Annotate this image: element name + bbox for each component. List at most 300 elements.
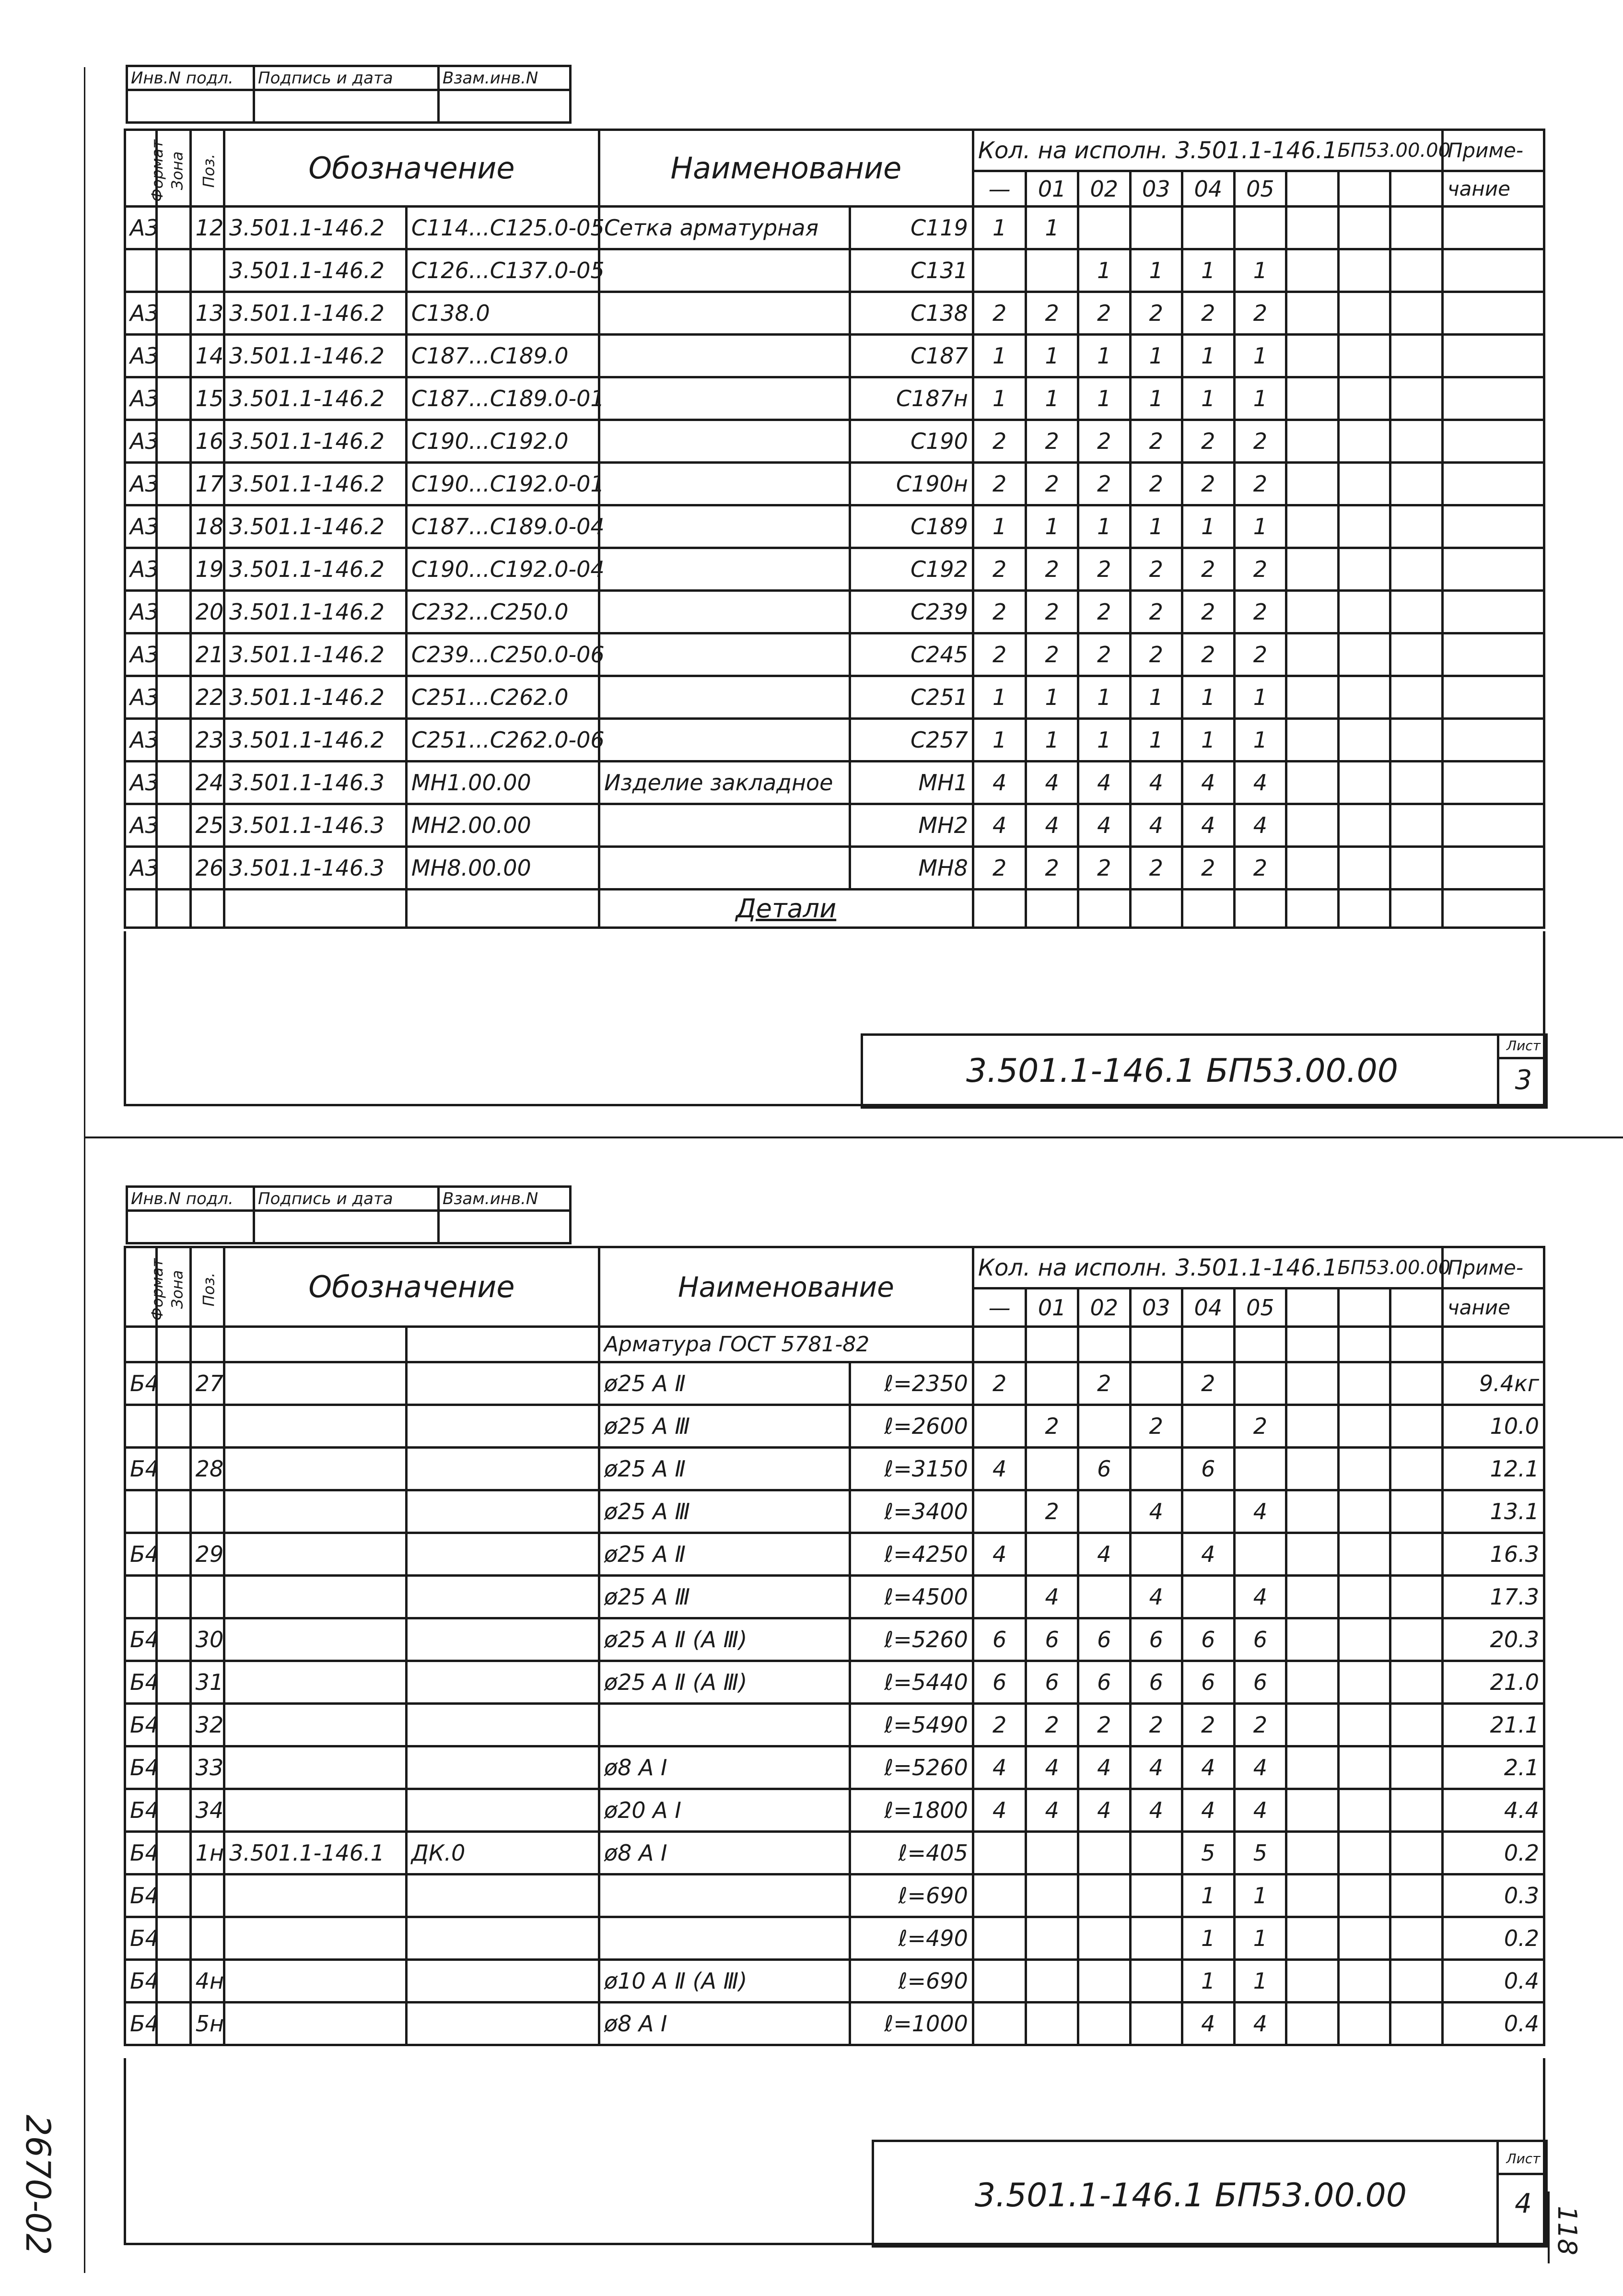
quantity-cell: 6: [1182, 1661, 1235, 1704]
title-block-sheet-2: [872, 2140, 1548, 2248]
quantity-cell: 4: [1130, 804, 1182, 847]
format-cell: А3: [125, 719, 157, 761]
header-variant: 03: [1130, 171, 1182, 207]
name-cell: [599, 591, 850, 633]
header-format: Формат: [148, 139, 166, 202]
note-cell: [1442, 761, 1544, 804]
header-note-top: Приме-: [1442, 130, 1544, 171]
quantity-cell: 4: [1078, 1746, 1130, 1789]
designation-code-cell: [406, 1874, 599, 1917]
empty-cell: [1286, 847, 1339, 890]
table-row: [125, 1960, 1544, 2003]
format-cell: А3: [125, 420, 157, 463]
quantity-cell: [1130, 1533, 1182, 1576]
table-row: [125, 1327, 1544, 1362]
note-cell: [1442, 420, 1544, 463]
position-cell: [190, 1874, 224, 1917]
quantity-cell: 1: [1182, 377, 1235, 420]
zone-cell: [157, 1405, 190, 1448]
designation-cell: [224, 1576, 407, 1618]
length-cell: ℓ=5490: [850, 1704, 973, 1746]
empty-cell: [1390, 463, 1443, 505]
length-cell: ℓ=690: [850, 1874, 973, 1917]
spec-table-sheet-2: [124, 1246, 1545, 2046]
quantity-cell: 6: [1234, 1661, 1286, 1704]
quantity-cell: 1: [1234, 1917, 1286, 1960]
header-variant: —: [973, 171, 1026, 207]
quantity-cell: 2: [1078, 591, 1130, 633]
format-cell: А3: [125, 676, 157, 719]
zone-cell: [157, 847, 190, 890]
quantity-cell: 1: [1182, 249, 1235, 292]
table-row: [125, 1704, 1544, 1746]
header-qty-code: БП53.00.00: [1337, 1256, 1451, 1279]
empty-cell: [1338, 1362, 1390, 1405]
header-note-top: Приме-: [1442, 1247, 1544, 1289]
quantity-cell: [1234, 1533, 1286, 1576]
quantity-cell: 4: [1026, 1746, 1078, 1789]
position-cell: 21: [190, 633, 224, 676]
designation-cell: [224, 1960, 407, 2003]
table-row: [125, 1661, 1544, 1704]
header-qty-code: БП53.00.00: [1337, 139, 1451, 162]
length-cell: ℓ=5260: [850, 1746, 973, 1789]
designation-cell: 3.501.1-146.2: [224, 548, 407, 591]
quantity-cell: 1: [973, 335, 1026, 377]
header-variant: 03: [1130, 1289, 1182, 1327]
position-cell: [190, 1917, 224, 1960]
format-cell: А3: [125, 335, 157, 377]
designation-code-cell: [406, 1917, 599, 1960]
table-row: [125, 1618, 1544, 1661]
empty-cell: [1390, 548, 1443, 591]
empty-cell: [1286, 1448, 1339, 1490]
quantity-cell: 1: [1234, 719, 1286, 761]
sheet-label: Лист: [1506, 1038, 1541, 1054]
table-row: [125, 420, 1544, 463]
empty-cell: [1286, 1362, 1339, 1405]
empty-cell: [1286, 676, 1339, 719]
quantity-cell: 2: [1130, 1704, 1182, 1746]
empty-cell: [1286, 761, 1339, 804]
empty-cell: [1390, 1789, 1443, 1832]
mark-cell: С192: [850, 548, 973, 591]
header-variant: 04: [1182, 171, 1235, 207]
quantity-cell: 2: [973, 548, 1026, 591]
mark-cell: С245: [850, 633, 973, 676]
empty-cell: [1338, 804, 1390, 847]
zone-cell: [157, 1576, 190, 1618]
zone-cell: [157, 1704, 190, 1746]
quantity-cell: [1182, 1490, 1235, 1533]
quantity-cell: 1: [1130, 249, 1182, 292]
stamp-sheet-1: [126, 65, 572, 124]
quantity-cell: [1130, 207, 1182, 249]
zone-cell: [157, 505, 190, 548]
quantity-cell: 2: [1026, 1704, 1078, 1746]
format-cell: Б4: [125, 1746, 157, 1789]
designation-cell: [224, 1917, 407, 1960]
designation-cell: 3.501.1-146.2: [224, 292, 407, 335]
zone-cell: [157, 633, 190, 676]
quantity-cell: 2: [1182, 463, 1235, 505]
zone-cell: [157, 1490, 190, 1533]
format-cell: А3: [125, 548, 157, 591]
designation-cell: 3.501.1-146.2: [224, 463, 407, 505]
position-cell: 27: [190, 1362, 224, 1405]
position-cell: 31: [190, 1661, 224, 1704]
quantity-cell: [973, 1832, 1026, 1874]
quantity-cell: 6: [1078, 1448, 1130, 1490]
designation-cell: [224, 1746, 407, 1789]
quantity-cell: [1026, 1448, 1078, 1490]
quantity-cell: 2: [1130, 463, 1182, 505]
quantity-cell: 1: [1026, 335, 1078, 377]
designation-code-cell: [406, 1960, 599, 2003]
quantity-cell: 1: [1182, 505, 1235, 548]
sheet-separator: [84, 1136, 1623, 1138]
position-cell: 18: [190, 505, 224, 548]
mark-cell: МН1: [850, 761, 973, 804]
note-cell: [1442, 335, 1544, 377]
format-cell: Б4: [125, 1618, 157, 1661]
quantity-cell: 1: [1182, 335, 1235, 377]
quantity-cell: 2: [1026, 463, 1078, 505]
quantity-cell: [1234, 1448, 1286, 1490]
quantity-cell: 2: [1078, 292, 1130, 335]
empty-cell: [1390, 761, 1443, 804]
name-cell: Сетка арматурная: [599, 207, 850, 249]
quantity-cell: 4: [1182, 2003, 1235, 2045]
table-row: [125, 2003, 1544, 2045]
empty-cell: [1286, 1917, 1339, 1960]
quantity-cell: 6: [1078, 1661, 1130, 1704]
quantity-cell: 1: [1234, 1960, 1286, 2003]
quantity-cell: 2: [1130, 548, 1182, 591]
quantity-cell: [1130, 1960, 1182, 2003]
mark-cell: С138: [850, 292, 973, 335]
designation-cell: 3.501.1-146.2: [224, 249, 407, 292]
quantity-cell: 2: [1130, 1405, 1182, 1448]
note-cell: [1442, 377, 1544, 420]
sheet-number-box: [1496, 2142, 1548, 2245]
quantity-cell: 1: [1026, 377, 1078, 420]
mark-cell: С251: [850, 676, 973, 719]
format-cell: А3: [125, 377, 157, 420]
designation-cell: 3.501.1-146.1: [224, 1832, 407, 1874]
quantity-cell: [1234, 1362, 1286, 1405]
quantity-cell: 4: [1234, 1576, 1286, 1618]
position-cell: 4н: [190, 1960, 224, 2003]
quantity-cell: 1: [1130, 377, 1182, 420]
title-code: 3.501.1-146.1 БП53.00.00: [966, 1052, 1398, 1090]
format-cell: А3: [125, 761, 157, 804]
position-cell: [190, 1405, 224, 1448]
name-cell: ø8 А Ⅰ: [599, 1746, 850, 1789]
empty-cell: [1338, 420, 1390, 463]
quantity-cell: 2: [1078, 420, 1130, 463]
position-cell: 24: [190, 761, 224, 804]
quantity-cell: 4: [1130, 1576, 1182, 1618]
empty-cell: [1338, 719, 1390, 761]
empty-cell: [1338, 2003, 1390, 2045]
stamp-sign-label: Подпись и дата: [254, 66, 439, 90]
zone-cell: [157, 249, 190, 292]
format-cell: А3: [125, 591, 157, 633]
quantity-cell: 1: [1182, 719, 1235, 761]
zone-cell: [157, 591, 190, 633]
designation-cell: [224, 1618, 407, 1661]
format-cell: Б4: [125, 1704, 157, 1746]
designation-code-cell: С138.0: [406, 292, 599, 335]
quantity-cell: 1: [973, 505, 1026, 548]
empty-cell: [1390, 1490, 1443, 1533]
quantity-cell: 2: [1234, 420, 1286, 463]
quantity-cell: 2: [1182, 633, 1235, 676]
empty-cell: [1390, 719, 1443, 761]
table-row: [125, 1490, 1544, 1533]
quantity-cell: 1: [1078, 505, 1130, 548]
position-cell: 30: [190, 1618, 224, 1661]
designation-code-cell: [406, 1618, 599, 1661]
quantity-cell: 4: [1078, 804, 1130, 847]
position-cell: 14: [190, 335, 224, 377]
zone-cell: [157, 676, 190, 719]
empty-cell: [1338, 591, 1390, 633]
spec-table-sheet-1: [124, 129, 1545, 929]
empty-cell: [1286, 1405, 1339, 1448]
position-cell: [190, 1576, 224, 1618]
quantity-cell: [1078, 1490, 1130, 1533]
zone-cell: [157, 2003, 190, 2045]
quantity-cell: 4: [1130, 1789, 1182, 1832]
empty-cell: [1390, 292, 1443, 335]
quantity-cell: 4: [973, 804, 1026, 847]
format-cell: Б4: [125, 1362, 157, 1405]
name-cell: ø25 А Ⅱ: [599, 1362, 850, 1405]
quantity-cell: [1026, 1917, 1078, 1960]
quantity-cell: 1: [1078, 719, 1130, 761]
mark-cell: С190н: [850, 463, 973, 505]
quantity-cell: [1130, 2003, 1182, 2045]
note-cell: 0.4: [1442, 2003, 1544, 2045]
quantity-cell: 6: [1182, 1448, 1235, 1490]
empty-cell: [1286, 1874, 1339, 1917]
quantity-cell: 4: [973, 1746, 1026, 1789]
quantity-cell: 1: [1234, 505, 1286, 548]
header-variant: —: [973, 1289, 1026, 1327]
name-cell: Изделие закладное: [599, 761, 850, 804]
format-cell: А3: [125, 505, 157, 548]
quantity-cell: 2: [973, 1704, 1026, 1746]
name-cell: ø25 А Ⅱ (А Ⅲ): [599, 1618, 850, 1661]
header-designation: Обозначение: [224, 1247, 599, 1327]
quantity-cell: 2: [973, 1362, 1026, 1405]
empty-cell: [1338, 335, 1390, 377]
empty-cell: [1338, 847, 1390, 890]
quantity-cell: 1: [1130, 505, 1182, 548]
header-designation: Обозначение: [224, 130, 599, 207]
format-cell: Б4: [125, 1533, 157, 1576]
empty-cell: [1338, 1789, 1390, 1832]
mark-cell: С119: [850, 207, 973, 249]
header-qty-title: Кол. на исполн. 3.501.1-146.1: [978, 137, 1338, 164]
position-cell: 29: [190, 1533, 224, 1576]
quantity-cell: 2: [1182, 591, 1235, 633]
empty-cell: [1338, 1405, 1390, 1448]
empty-cell: [1286, 2003, 1339, 2045]
quantity-cell: 2: [1026, 420, 1078, 463]
designation-code-cell: МН8.00.00: [406, 847, 599, 890]
designation-code-cell: [406, 1576, 599, 1618]
table-row: [125, 505, 1544, 548]
name-cell: [599, 548, 850, 591]
position-cell: 15: [190, 377, 224, 420]
empty-cell: [1286, 1832, 1339, 1874]
quantity-cell: [1182, 1405, 1235, 1448]
quantity-cell: [973, 1874, 1026, 1917]
zone-cell: [157, 463, 190, 505]
quantity-cell: [1078, 207, 1130, 249]
quantity-cell: [1182, 207, 1235, 249]
note-cell: 2.1: [1442, 1746, 1544, 1789]
format-cell: Б4: [125, 1661, 157, 1704]
quantity-cell: [1026, 249, 1078, 292]
quantity-cell: [1026, 1533, 1078, 1576]
note-cell: 9.4кг: [1442, 1362, 1544, 1405]
quantity-cell: 2: [1078, 1362, 1130, 1405]
quantity-cell: 2: [1234, 463, 1286, 505]
note-cell: 21.1: [1442, 1704, 1544, 1746]
zone-cell: [157, 1661, 190, 1704]
quantity-cell: 4: [1234, 1746, 1286, 1789]
empty-cell: [1338, 207, 1390, 249]
empty-cell: [1390, 676, 1443, 719]
length-cell: ℓ=3150: [850, 1448, 973, 1490]
quantity-cell: 1: [1234, 676, 1286, 719]
designation-code-cell: С232...С250.0: [406, 591, 599, 633]
quantity-cell: 2: [973, 420, 1026, 463]
name-cell: ø8 А Ⅰ: [599, 2003, 850, 2045]
table-row: [125, 1533, 1544, 1576]
quantity-cell: 5: [1234, 1832, 1286, 1874]
designation-cell: [224, 1448, 407, 1490]
length-cell: ℓ=2600: [850, 1405, 973, 1448]
designation-cell: [224, 1362, 407, 1405]
note-cell: [1442, 633, 1544, 676]
quantity-cell: 4: [1182, 761, 1235, 804]
quantity-cell: 2: [1234, 633, 1286, 676]
designation-cell: [224, 1490, 407, 1533]
quantity-cell: 4: [1234, 804, 1286, 847]
empty-cell: [1286, 1618, 1339, 1661]
empty-cell: [1338, 548, 1390, 591]
designation-code-cell: С190...С192.0-04: [406, 548, 599, 591]
name-cell: [599, 676, 850, 719]
quantity-cell: 4: [1234, 2003, 1286, 2045]
zone-cell: [157, 1746, 190, 1789]
empty-cell: [1338, 1917, 1390, 1960]
header-note-bottom: чание: [1442, 1289, 1544, 1327]
mark-cell: С189: [850, 505, 973, 548]
table-row: [125, 292, 1544, 335]
quantity-cell: [1026, 2003, 1078, 2045]
designation-code-cell: [406, 1661, 599, 1704]
designation-cell: [224, 1704, 407, 1746]
name-cell: [599, 292, 850, 335]
empty-cell: [1390, 1746, 1443, 1789]
designation-cell: 3.501.1-146.2: [224, 505, 407, 548]
position-cell: 26: [190, 847, 224, 890]
quantity-cell: 6: [1182, 1618, 1235, 1661]
quantity-cell: 2: [1026, 633, 1078, 676]
quantity-cell: 1: [973, 207, 1026, 249]
table-row: [125, 1832, 1544, 1874]
note-cell: [1442, 292, 1544, 335]
quantity-cell: 1: [1078, 249, 1130, 292]
quantity-cell: 2: [973, 847, 1026, 890]
quantity-cell: 1: [1234, 1874, 1286, 1917]
quantity-cell: 2: [1026, 548, 1078, 591]
quantity-cell: 4: [1130, 1490, 1182, 1533]
empty-cell: [1390, 505, 1443, 548]
format-cell: [125, 1405, 157, 1448]
empty-cell: [1338, 1832, 1390, 1874]
quantity-cell: 1: [973, 676, 1026, 719]
format-cell: А3: [125, 847, 157, 890]
quantity-cell: 4: [973, 1448, 1026, 1490]
quantity-cell: 6: [1234, 1618, 1286, 1661]
zone-cell: [157, 1362, 190, 1405]
table-row: [125, 804, 1544, 847]
empty-cell: [1338, 633, 1390, 676]
empty-cell: [1286, 249, 1339, 292]
position-cell: 19: [190, 548, 224, 591]
name-cell: ø25 А Ⅲ: [599, 1576, 850, 1618]
format-cell: А3: [125, 207, 157, 249]
designation-code-cell: С126...С137.0-05: [406, 249, 599, 292]
designation-cell: 3.501.1-146.3: [224, 804, 407, 847]
quantity-cell: 4: [1026, 1789, 1078, 1832]
empty-cell: [1390, 1576, 1443, 1618]
position-cell: 33: [190, 1746, 224, 1789]
designation-code-cell: С187...С189.0-01: [406, 377, 599, 420]
designation-cell: 3.501.1-146.3: [224, 847, 407, 890]
quantity-cell: [1182, 1576, 1235, 1618]
designation-cell: 3.501.1-146.2: [224, 633, 407, 676]
quantity-cell: 4: [1078, 1533, 1130, 1576]
name-cell: [599, 847, 850, 890]
empty-cell: [1286, 1704, 1339, 1746]
format-cell: Б4: [125, 1448, 157, 1490]
quantity-cell: 4: [1234, 761, 1286, 804]
format-cell: Б4: [125, 1917, 157, 1960]
sheet-number: 4: [1515, 2188, 1532, 2219]
length-cell: ℓ=3400: [850, 1490, 973, 1533]
name-cell: [599, 1704, 850, 1746]
designation-code-cell: [406, 1448, 599, 1490]
empty-cell: [1338, 1874, 1390, 1917]
table-row: [125, 633, 1544, 676]
title-code: 3.501.1-146.1 БП53.00.00: [975, 2177, 1407, 2214]
table-row: [125, 676, 1544, 719]
quantity-cell: [1234, 207, 1286, 249]
designation-code-cell: [406, 1490, 599, 1533]
quantity-cell: 2: [1130, 847, 1182, 890]
header-zone: Зона: [168, 1270, 187, 1309]
name-cell: ø20 А Ⅰ: [599, 1789, 850, 1832]
quantity-cell: 2: [1026, 292, 1078, 335]
